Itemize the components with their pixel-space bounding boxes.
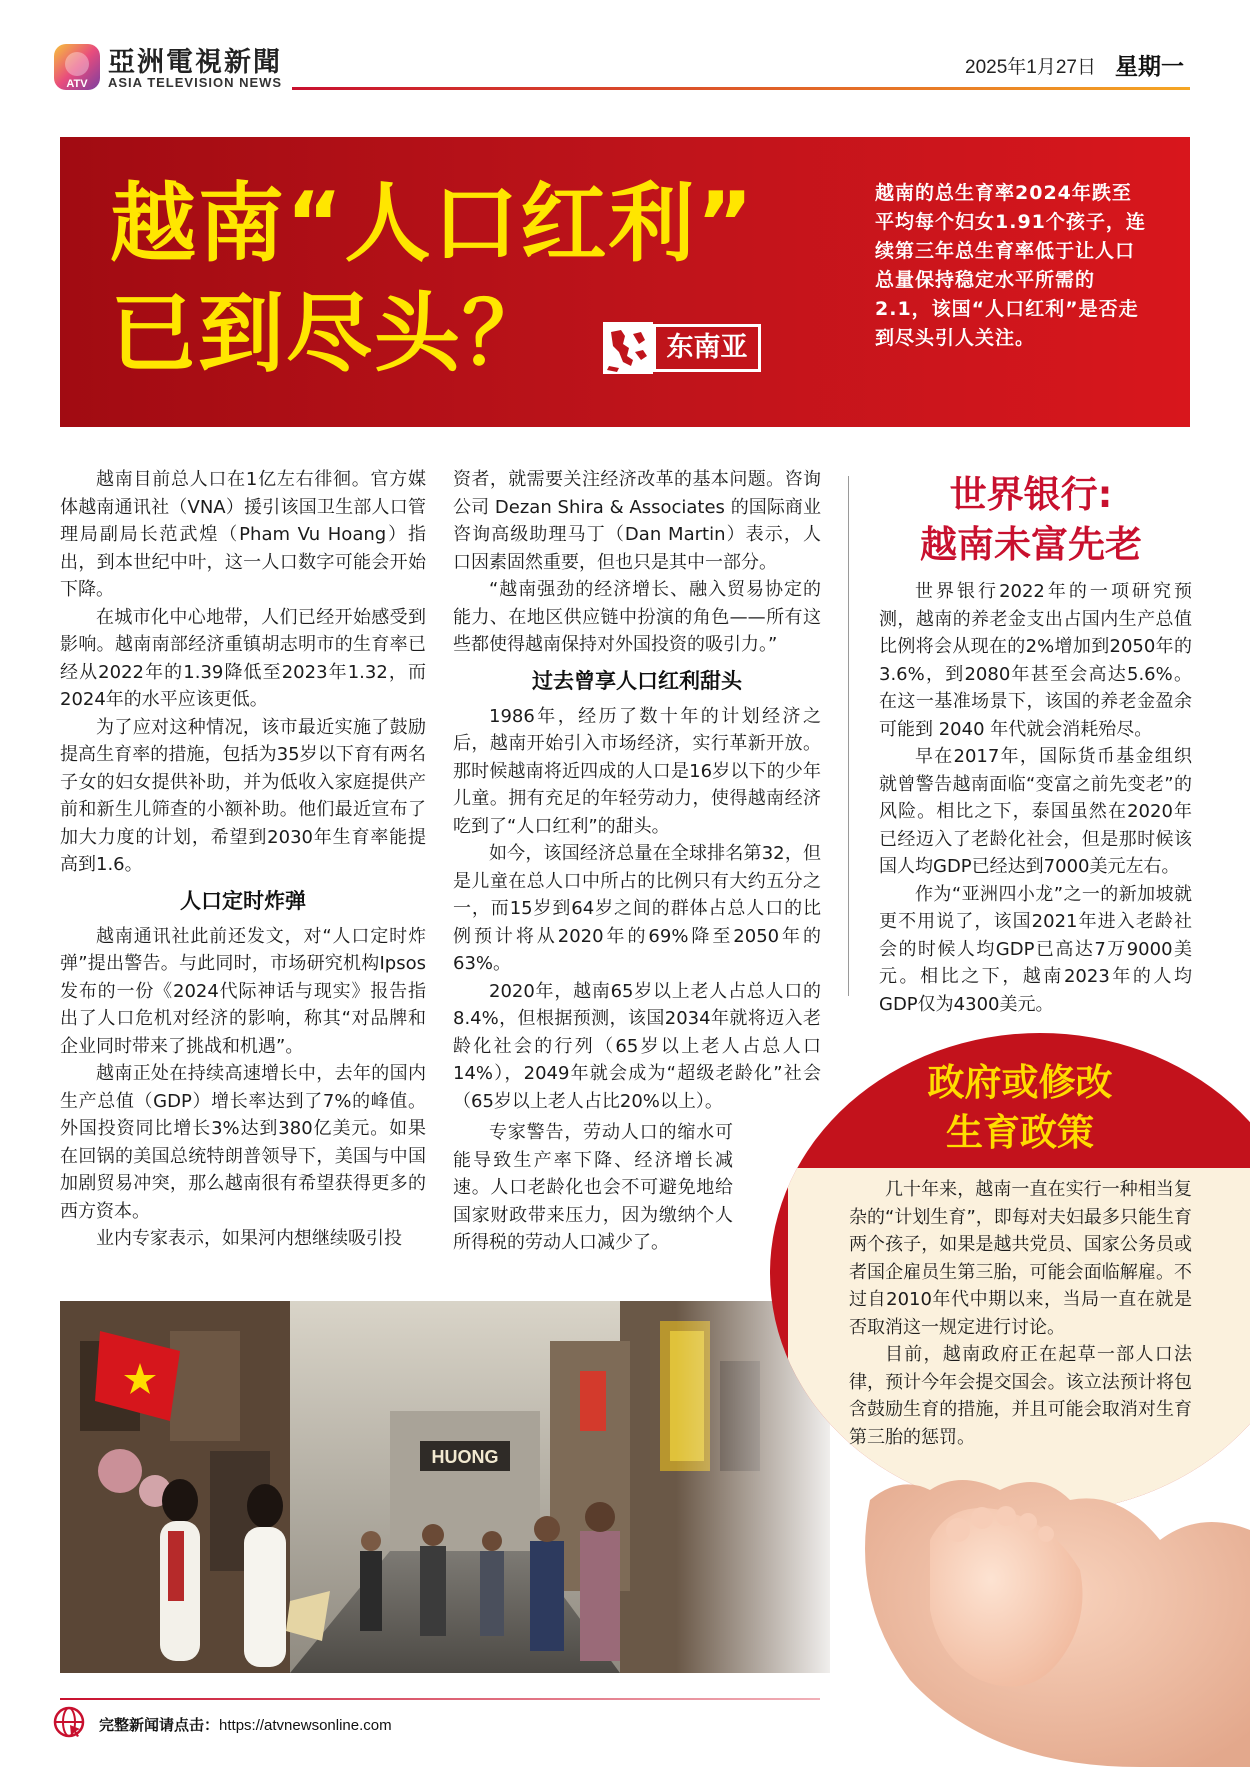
footer-divider <box>60 1698 820 1700</box>
paragraph: 2020年，越南65岁以上老人占总人口的8.4%，但根据预测，该国2034年就将迈入老龄化社会的行列（65岁以上老人占总人口14%），2049年就会成为“超级老龄化”社会（65岁以上老人占比20%以上）。 <box>453 980 821 1112</box>
article-column-2 <box>453 466 821 1115</box>
policy-heading-line-2: 生育政策 <box>946 1111 1094 1154</box>
footer-link[interactable] <box>99 1714 392 1735</box>
paragraph: 如今，该国经济总量在全球排名第32，但是儿童在总人口中所占的比例只有大约五分之一，而15岁到64岁之间的群体占总人口的比例预计将从2020年的69%降至2050年的63%。 <box>453 843 821 974</box>
hands-holding-baby-foot-image <box>840 1380 1250 1767</box>
atv-logo[interactable] <box>52 40 302 96</box>
paragraph: 在城市化中心地带，人们已经开始感受到影响。越南南部经济重镇胡志明市的生育率已经从2022年的1.39降低至2023年1.32，而2024年的水平应该更低。 <box>60 606 426 710</box>
headline-banner <box>60 137 1190 427</box>
subheading-demographic-dividend: 过去曾享人口红利甜头 <box>532 668 742 693</box>
issue-date: 2025年1月27日 <box>965 57 1096 78</box>
paragraph: 越南通讯社此前还发文，对“人口定时炸弹”提出警告。与此同时，市场研究机构Ipsos发布的一份《2024代际神话与现实》报告指出了人口危机对经济的影响，称其“对品牌和企业同时带来了挑战和机遇”。 <box>60 925 426 1057</box>
region-label: 东南亚 <box>653 324 761 372</box>
paragraph: 资者，就需要关注经济改革的基本问题。咨询公司 Dezan Shira & Associates 的国际商业咨询高级助理马丁（Dan Martin）表示，人口因素固然重要，但也只是其中一部分。 <box>453 469 821 573</box>
column-divider <box>848 476 849 996</box>
logo-english-name: ASIA TELEVISION NEWS <box>108 75 283 90</box>
paragraph: 早在2017年，国际货币基金组织就曾警告越南面临“变富之前先变老”的风险。相比之下，泰国虽然在2020年已经迈入了老龄化社会，但是那时候该国人均GDP已经达到7000美元左右。 <box>879 746 1192 877</box>
paragraph: 业内专家表示，如果河内想继续吸引投 <box>96 1228 402 1249</box>
header-divider <box>292 87 1190 90</box>
footer-url[interactable]: https://atvnewsonline.com <box>219 1717 392 1734</box>
headline-line-2: 已到尽头？ <box>110 284 550 384</box>
headline-summary: 越南的总生育率2024年跌至平均每个妇女1.91个孩子，连续第三年总生育率低于让人口总量保持稳定水平所需的2.1，该国“人口红利”是否走到尽头引人关注。 <box>875 182 1146 349</box>
policy-callout-heading <box>820 1058 1220 1158</box>
paragraph: 越南目前总人口在1亿左右徘徊。官方媒体越南通讯社（VNA）援引该国卫生部人口管理局副局长范武煌（Pham Vu Hoang）指出，到本世纪中叶，这一人口数字可能会开始下降。 <box>60 469 426 600</box>
article-column-2-tail <box>453 1119 733 1257</box>
paragraph: 专家警告，劳动人口的缩水可能导致生产率下降、经济增长减速。人口老龄化也会不可避免地给国家财政带来压力，因为缴纳个人所得税的劳动人口减少了。 <box>453 1122 733 1253</box>
paragraph: 目前，越南政府正在起草一部人口法律，预计今年会提交国会。该立法预计将包含鼓励生育的措施，并且可能会取消对生育第三胎的惩罚。 <box>849 1344 1192 1448</box>
headline-line-1: 越南“人口红利” <box>110 174 756 274</box>
sidebar-heading-world-bank <box>866 470 1196 570</box>
article-column-3 <box>879 578 1192 1018</box>
atv-logo-icon <box>52 42 102 92</box>
atv-badge-text: ATV <box>66 78 88 90</box>
region-tag <box>603 322 763 374</box>
paragraph: “越南强劲的经济增长、融入贸易协定的能力、在地区供应链中扮演的角色——所有这些都使得越南保持对外国投资的吸引力。” <box>453 579 821 655</box>
paragraph: 越南正处在持续高速增长中，去年的国内生产总值（GDP）增长率达到了7%的峰值。外国投资同比增长3%达到380亿美元。如果在回锅的美国总统特朗普领导下，美国与中国加剧贸易冲突，那么越南很有希望获得更多的西方资本。 <box>60 1063 426 1222</box>
globe-link-icon <box>52 1705 86 1739</box>
logo-chinese-name: 亞洲電視新聞 <box>108 47 282 78</box>
footer-label: 完整新闻请点击： <box>99 1716 220 1734</box>
paragraph: 几十年来，越南一直在实行一种相当复杂的“计划生育”，即每对夫妇最多只能生育两个孩子，如果是越共党员、国家公务员或者国企雇员生第三胎，可能会面临解雇。不过自2010年代中期以来，当局一直在就是否取消这一规定进行讨论。 <box>849 1179 1192 1338</box>
hanoi-street-photo <box>60 1301 830 1673</box>
policy-heading-line-1: 政府或修改 <box>927 1061 1113 1104</box>
article-column-1 <box>60 466 426 1253</box>
issue-weekday: 星期一 <box>1115 54 1184 80</box>
paragraph: 世界银行2022年的一项研究预测，越南的养老金支出占国内生产总值比例将会从现在的2%增加到2050年的3.6%，到2080年甚至会高达5.6%。在这一基准场景下，该国的养老金盈余可能到 2040 年代就会消耗殆尽。 <box>879 581 1192 740</box>
sidebar-heading-line-1: 世界银行: <box>949 473 1113 516</box>
subheading-population-time-bomb: 人口定时炸弹 <box>180 888 306 913</box>
street-scene-illustration <box>60 1301 830 1673</box>
paragraph: 为了应对这种情况，该市最近实施了鼓励提高生育率的措施，包括为35岁以下育有两名子女的妇女提供补助，并为低收入家庭提供产前和新生儿筛查的小额补助。他们最近宣布了加大力度的计划，希望到2030年生育率能提高到1.6。 <box>60 716 426 875</box>
paragraph: 1986年，经历了数十年的计划经济之后，越南开始引入市场经济，实行革新开放。那时候越南将近四成的人口是16岁以下的少年儿童。拥有充足的年轻劳动力，使得越南经济吃到了“人口红利”的甜头。 <box>453 705 821 837</box>
paragraph: 作为“亚洲四小龙”之一的新加坡就更不用说了，该国2021年进入老龄社会的时候人均GDP已高达7万9000美元。相比之下，越南2023年的人均GDP仅为4300美元。 <box>879 883 1192 1015</box>
southeast-asia-map-icon <box>603 322 653 374</box>
sidebar-heading-line-2: 越南未富先老 <box>920 523 1142 566</box>
